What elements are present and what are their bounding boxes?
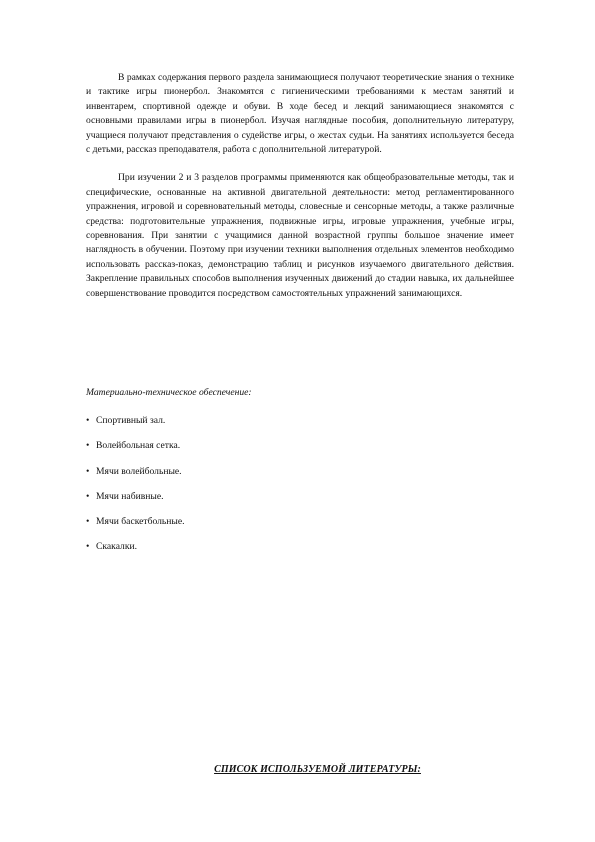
list-item-label: Мячи баскетбольные. [96, 516, 185, 528]
bullet-icon: • [86, 440, 90, 452]
literature-heading: СПИСОК ИСПОЛЬЗУЕМОЙ ЛИТЕРАТУРЫ: [214, 764, 421, 775]
bullet-icon: • [86, 516, 90, 528]
equipment-heading: Материально-техническое обеспечение: [86, 387, 252, 398]
list-item-label: Волейбольная сетка. [96, 440, 181, 452]
equipment-list [86, 414, 185, 566]
list-item-label: Скакалки. [96, 541, 138, 553]
paragraph-theory: В рамках содержания первого раздела занимающиеся получают теоретические знания о технике и тактике игры пионербол. Знакомятся с гигиеническими требованиями к местам занятий и инвентарем, спортивной одежде и обуви. В ходе бесед и лекций занимающиеся знакомятся с основными правилами игры в пионербол. Изучая наглядные пособия, дополнительную литературу, учащиеся получают представления о судействе игры, о жестах судьи. На занятиях используется беседа с детьми, рассказ преподавателя, работа с дополнительной литературой. [86, 72, 514, 156]
list-item-label: Мячи набивные. [96, 490, 164, 502]
bullet-icon: • [86, 490, 90, 502]
body-text [86, 71, 514, 301]
list-item-label: Мячи волейбольные. [96, 465, 182, 477]
list-item-label: Спортивный зал. [96, 415, 166, 426]
list-item [86, 465, 185, 490]
list-item [86, 414, 185, 439]
bullet-icon: • [86, 415, 90, 426]
list-item [86, 490, 185, 515]
list-item [86, 515, 185, 540]
bullet-icon: • [86, 541, 90, 553]
list-item [86, 540, 185, 565]
list-item [86, 439, 185, 464]
paragraph-methods: При изучении 2 и 3 разделов программы применяются как общеобразовательные методы, так и специфические, основанные на активной двигательной деятельности: метод регламентированного упражнения, игровой и соревновательный методы, словесные и сенсорные методы, а также различные средства: подготовительные упражнения, подвижные игры, игровые упражнения, учебные игры, соревнования. При занятии с учащимися данной возрастной группы большое значение имеет наглядность в обучении. Поэтому при изучении техники выполнения отдельных элементов необходимо использовать рассказ-показ, демонстрацию таблиц и рисунков изучаемого двигательного действия. Закрепление правильных способов выполнения изученных движений до стадии навыка, их дальнейшее совершенствование проводится посредством самостоятельных упражнений занимающихся. [86, 172, 514, 299]
bullet-icon: • [86, 465, 90, 477]
